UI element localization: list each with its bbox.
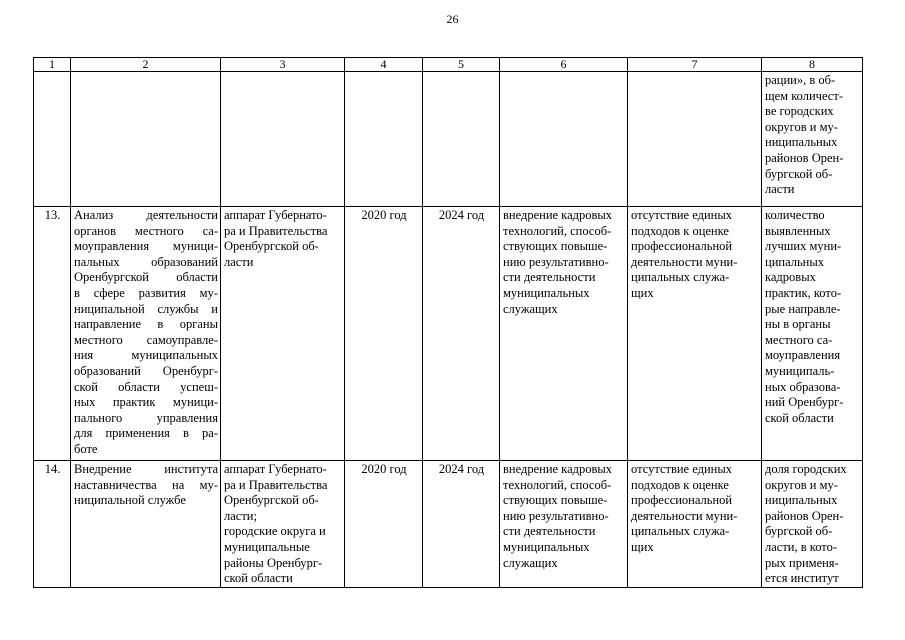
cell-line: внедрение кадровых	[503, 462, 613, 476]
cell-line: муниципаль-	[765, 363, 835, 378]
cell-line: рые направле-	[765, 301, 841, 316]
table-cell	[628, 72, 762, 207]
activity-cell	[71, 461, 221, 588]
cell-line: местного самоуправле-	[74, 332, 218, 347]
cell-line: Внедрение института	[74, 462, 218, 476]
page-number: 26	[446, 12, 459, 26]
cell-line: ской области успеш-	[74, 379, 218, 394]
cell-line: городские округа и	[224, 524, 326, 539]
indicator-cell	[762, 461, 863, 588]
table-cell	[345, 72, 423, 207]
header-cell: 7	[628, 58, 762, 72]
cell-line: сти деятельности	[503, 524, 596, 539]
header-cell: 8	[762, 58, 863, 72]
cell-line: ласти, в кото-	[765, 539, 837, 554]
cell-line: аппарат Губернато-	[224, 462, 327, 476]
indicator-cell	[762, 207, 863, 461]
cell-line: сти деятельности	[503, 270, 596, 285]
table-row-continuation	[34, 72, 863, 207]
cell-line: ниципальных	[765, 135, 838, 150]
cell-line: рых применя-	[765, 555, 839, 570]
table-cell	[221, 72, 345, 207]
cell-line: боте	[74, 441, 98, 456]
cell-line: ния муниципальных	[74, 348, 218, 363]
cell-line: ствующих повыше-	[503, 493, 608, 508]
cell-line: отсутствие единых	[631, 462, 732, 476]
cell-line: подходов к оценке	[631, 477, 729, 492]
end-year-cell: 2024 год	[423, 461, 500, 588]
cell-line: подходов к оценке	[631, 223, 729, 238]
cell-line: направление в органы	[74, 317, 218, 332]
cell-line: округов и му-	[765, 477, 838, 492]
cell-line: моуправления муници-	[74, 239, 218, 254]
cell-line: ниципальной службы и	[74, 301, 218, 316]
indicator-cell	[762, 72, 863, 207]
executor-cell	[221, 207, 345, 461]
header-cell: 1	[34, 58, 71, 72]
cell-line: районов Орен-	[765, 508, 844, 523]
cell-line: бургской об-	[765, 524, 833, 539]
cell-line: ской области	[765, 410, 834, 425]
measures-table	[33, 57, 863, 588]
cell-line: внедрение кадровых	[503, 208, 613, 222]
cell-line: ется институт	[765, 571, 839, 586]
header-cell: 6	[500, 58, 628, 72]
cell-line: технологий, способ-	[503, 223, 612, 238]
cell-line: ласти	[224, 254, 254, 269]
cell-line: Оренбургской области	[74, 270, 218, 285]
cell-line: ных практик муници-	[74, 395, 218, 410]
cell-line: ципальных служа-	[631, 524, 730, 539]
cell-line: профессиональной	[631, 239, 733, 254]
cell-line: служащих	[503, 555, 558, 570]
cell-line: отсутствие единых	[631, 208, 732, 222]
cell-line: ра и Правительства	[224, 223, 328, 238]
cell-line: профессиональной	[631, 493, 733, 508]
cell-line: ствующих повыше-	[503, 239, 608, 254]
cell-line: практик, кото-	[765, 285, 842, 300]
cell-line: рации», в об-	[765, 73, 836, 87]
cell-line: кадровых	[765, 270, 816, 285]
cell-line: лучших муни-	[765, 239, 842, 254]
cell-line: районов Орен-	[765, 150, 844, 165]
table-row	[34, 207, 863, 461]
table-cell	[34, 72, 71, 207]
header-row	[34, 58, 863, 72]
cell-line: пального управления	[74, 410, 218, 425]
activity-cell	[71, 207, 221, 461]
cell-line: щих	[631, 285, 654, 300]
cell-line: деятельности муни-	[631, 254, 738, 269]
cell-line: образований Оренбург-	[74, 363, 218, 378]
cell-line: органов местного са-	[74, 223, 218, 238]
cell-line: округов и му-	[765, 119, 838, 134]
cell-line: ской области	[224, 571, 293, 586]
cell-line: ципальных служа-	[631, 270, 730, 285]
executor-cell	[221, 461, 345, 588]
start-year-cell: 2020 год	[345, 461, 423, 588]
cell-line: Оренбургской об-	[224, 493, 319, 508]
cell-line: ний Оренбург-	[765, 395, 844, 410]
cell-line: ласти	[765, 182, 795, 197]
cell-line: щих	[631, 539, 654, 554]
cell-line: ласти;	[224, 508, 257, 523]
table-cell	[500, 72, 628, 207]
cell-line: наставничества на му-	[74, 477, 218, 492]
cell-line: Оренбургской об-	[224, 239, 319, 254]
consequence-cell	[628, 461, 762, 588]
header-cell: 4	[345, 58, 423, 72]
start-year-cell: 2020 год	[345, 207, 423, 461]
cell-line: муниципальные	[224, 539, 310, 554]
cell-line: для применения в ра-	[74, 426, 218, 441]
consequence-cell	[628, 207, 762, 461]
cell-line: муниципальных	[503, 539, 590, 554]
result-cell	[500, 461, 628, 588]
row-number: 13.	[34, 207, 71, 461]
cell-line: количество	[765, 208, 825, 222]
cell-line: ных образова-	[765, 379, 841, 394]
table-cell	[423, 72, 500, 207]
cell-line: служащих	[503, 301, 558, 316]
cell-line: муниципальных	[503, 285, 590, 300]
cell-line: ве городских	[765, 104, 834, 119]
cell-line: местного са-	[765, 332, 833, 347]
cell-line: ниципальной службе	[74, 493, 186, 508]
cell-line: выявленных	[765, 223, 831, 238]
cell-line: технологий, способ-	[503, 477, 612, 492]
result-cell	[500, 207, 628, 461]
cell-line: доля городских	[765, 462, 847, 476]
cell-line: бургской об-	[765, 166, 833, 181]
cell-line: ципальных	[765, 254, 825, 269]
cell-line: нию результативно-	[503, 508, 609, 523]
cell-line: моуправления	[765, 348, 841, 363]
header-cell: 5	[423, 58, 500, 72]
cell-line: в сфере развития му-	[74, 285, 218, 300]
cell-line: деятельности муни-	[631, 508, 738, 523]
cell-line: аппарат Губернато-	[224, 208, 327, 222]
table-cell	[71, 72, 221, 207]
cell-line: пальных образований	[74, 254, 218, 269]
row-number: 14.	[34, 461, 71, 588]
cell-line: ны в органы	[765, 317, 831, 332]
cell-line: ниципальных	[765, 493, 838, 508]
cell-line: районы Оренбург-	[224, 555, 323, 570]
header-cell: 3	[221, 58, 345, 72]
cell-line: нию результативно-	[503, 254, 609, 269]
cell-line: щем количест-	[765, 88, 843, 103]
cell-line: Анализ деятельности	[74, 208, 218, 222]
header-cell: 2	[71, 58, 221, 72]
cell-line: ра и Правительства	[224, 477, 328, 492]
table-row	[34, 461, 863, 588]
end-year-cell: 2024 год	[423, 207, 500, 461]
